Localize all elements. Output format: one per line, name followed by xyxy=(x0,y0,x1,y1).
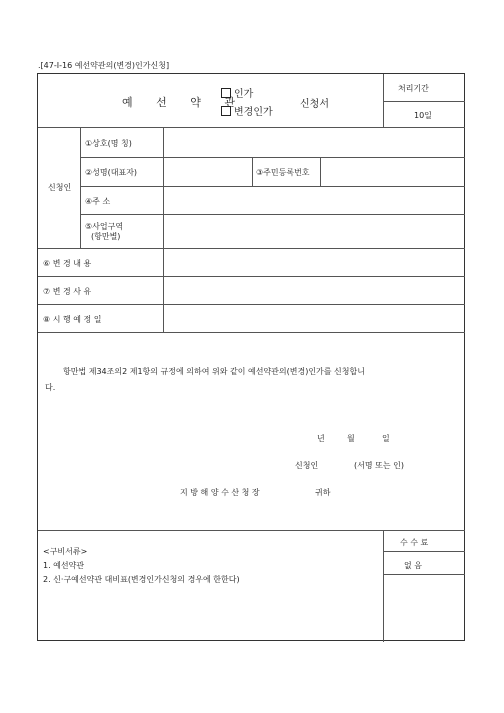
required-documents-header: <구비서류> xyxy=(43,547,88,556)
effective-date-field[interactable] xyxy=(164,305,464,331)
applicant-section-label: 신청인 xyxy=(48,183,72,192)
checkbox-icon[interactable] xyxy=(221,88,231,98)
form-title: 예 선 약 관 xyxy=(122,96,245,109)
change-reason-label: ⑦ 변 경 사 유 xyxy=(43,287,92,296)
required-document-item: 2. 신·구예선약관 대비표(변경인가신청의 경우에 한한다) xyxy=(43,575,240,584)
change-content-label: ⑥ 변 경 내 용 xyxy=(43,259,92,268)
option-change-approval xyxy=(221,103,273,118)
honorific: 귀하 xyxy=(315,488,331,497)
divider xyxy=(38,530,465,531)
date-year-label: 년 xyxy=(317,434,325,443)
representative-name-label: ②성명(대표자) xyxy=(85,168,138,177)
address-field[interactable] xyxy=(164,187,464,213)
checkbox-icon[interactable] xyxy=(221,106,231,116)
business-area-field[interactable] xyxy=(164,215,464,247)
divider xyxy=(383,101,465,102)
resident-number-field[interactable] xyxy=(321,158,464,185)
effective-date-label: ⑧ 시 행 예 정 일 xyxy=(43,315,102,324)
form-title-suffix: 신청서 xyxy=(300,99,329,110)
business-area-sublabel: (항만별) xyxy=(91,232,121,241)
divider xyxy=(383,551,465,552)
addressee: 지 방 해 양 수 산 청 장 xyxy=(180,488,260,497)
processing-period-value: 10일 xyxy=(414,111,432,120)
application-form xyxy=(37,73,465,641)
business-name-field[interactable] xyxy=(164,128,464,156)
business-area-label: ⑤사업구역 xyxy=(85,222,124,231)
divider xyxy=(383,74,384,127)
resident-number-label: ③주민등록번호 xyxy=(256,168,310,177)
business-name-label: ①상호(명 칭) xyxy=(85,139,132,148)
change-content-field[interactable] xyxy=(164,249,464,275)
document-reference: .[47-I-16 예선약관의(변경)인가신청] xyxy=(38,61,170,70)
date-month-label: 월 xyxy=(347,434,355,443)
representative-name-field[interactable] xyxy=(164,158,251,185)
divider xyxy=(383,530,384,642)
date-day-label: 일 xyxy=(382,434,390,443)
option-approval-label: 인가 xyxy=(234,89,254,100)
option-change-approval-label: 변경인가 xyxy=(234,107,273,118)
divider xyxy=(383,574,465,575)
application-statement: 항만법 제34조의2 제1항의 규정에 의하여 위와 같이 예선약관의(변경)인가를 신청합니다. xyxy=(45,367,365,392)
option-approval xyxy=(221,85,253,100)
fee-value: 없 음 xyxy=(404,561,422,570)
applicant-signature-label: 신청인 xyxy=(295,461,319,470)
required-document-item: 1. 예선약관 xyxy=(43,561,85,570)
signature-note: (서명 또는 인) xyxy=(354,461,404,470)
divider xyxy=(252,157,253,186)
fee-label: 수 수 료 xyxy=(400,538,429,547)
change-reason-field[interactable] xyxy=(164,277,464,303)
divider xyxy=(80,127,81,248)
address-label: ④주 소 xyxy=(85,197,111,206)
divider xyxy=(38,332,465,333)
processing-period-label: 처리기간 xyxy=(398,84,429,93)
